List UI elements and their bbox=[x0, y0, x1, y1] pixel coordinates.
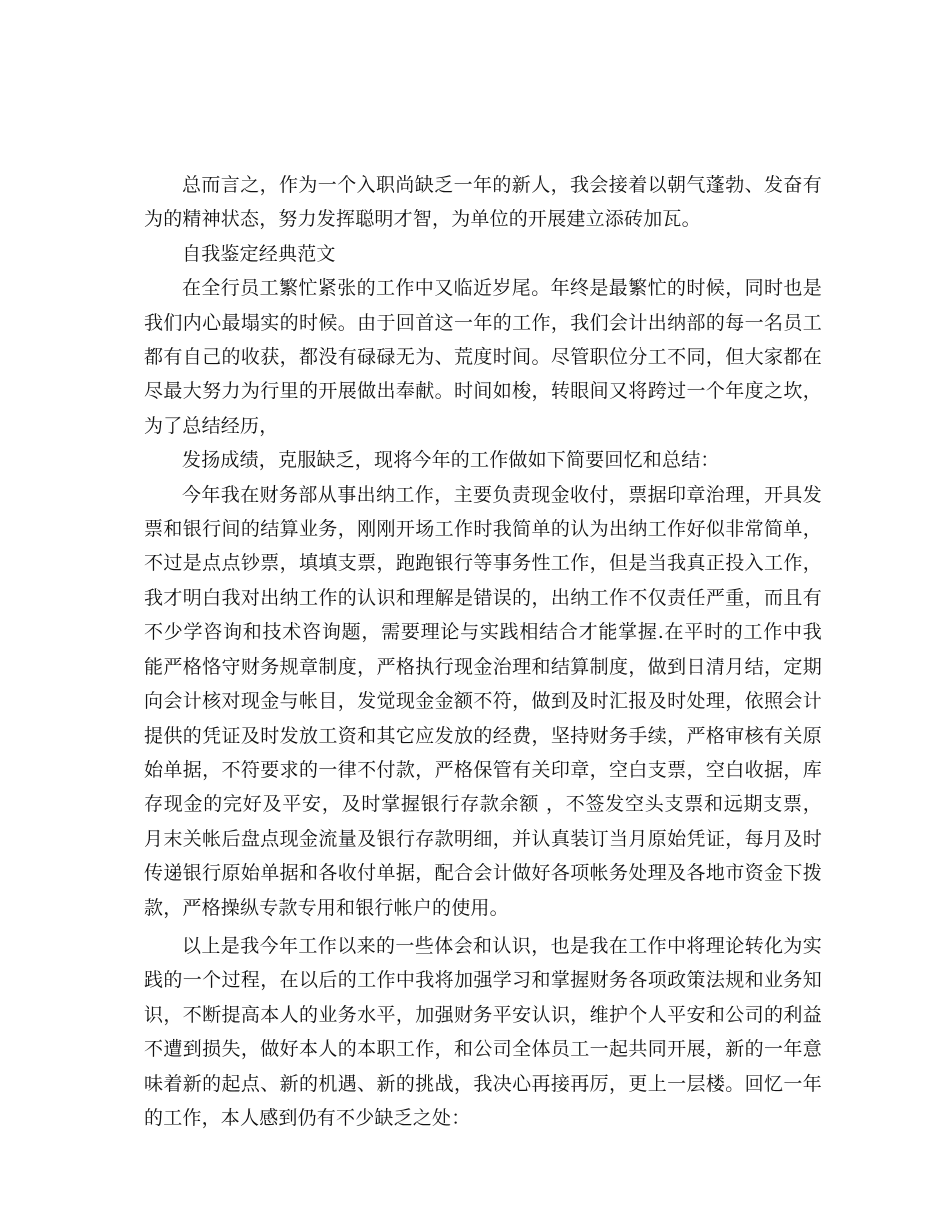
paragraph-intro-summary: 发扬成绩，克服缺乏，现将今年的工作做如下简要回忆和总结： bbox=[182, 449, 720, 472]
paragraph-cashier-work: 今年我在财务部从事出纳工作，主要负责现金收付，票据印章治理，开具发票和银行间的结算业务，刚刚开场工作时我简单的认为出纳工作好似非常简单，不过是点点钞票，填填支票，跑跑银行等事务性工作，但是当我真正投入工作，我才明白我对出纳工作的认识和理解是错误的，出纳工作不仅责任严重，而且有不少学咨询和技术咨询题，需要理论与实践相结合才能掌握.在平时的工作中我能严格恪守财务规章制度，严格执行现金治理和结算制度，做到日清月结，定期向会计核对现金与帐目，发觉现金金额不符，做到及时汇报及时处理，依照会计提供的凭证及时发放工资和其它应发放的经费，坚持财务手续，严格审核有关原始单据，不符要求的一律不付款，严格保管有关印章，空白支票，空白收据，库存现金的完好及平安，及时掌握银行存款余额 ，不签发空头支票和远期支票，月末关帐后盘点现金流量及银行存款明细，并认真装订当月原始凭证，每月及时传递银行原始单据和各收付单据，配合会计做好各项帐务处理及各地市资金下拨款，严格操纵专款专用和银行帐户的使用。 bbox=[144, 483, 822, 919]
section-heading: 自我鉴定经典范文 bbox=[182, 242, 336, 265]
paragraph-conclusion: 总而言之，作为一个入职尚缺乏一年的新人，我会接着以朝气蓬勃、发奋有为的精神状态，努力发挥聪明才智，为单位的开展建立添砖加瓦。 bbox=[144, 174, 822, 231]
paragraph-reflection: 以上是我今年工作以来的一些体会和认识，也是我在工作中将理论转化为实践的一个过程，在以后的工作中我将加强学习和掌握财务各项政策法规和业务知识，不断提高本人的业务水平，加强财务平安认识，维护个人平安和公司的利益不遭到损失，做好本人的本职工作，和公司全体员工一起共同开展，新的一年意味着新的起点、新的机遇、新的挑战，我决心再接再厉，更上一层楼。回忆一年的工作，本人感到仍有不少缺乏之处： bbox=[144, 934, 822, 1129]
paragraph-year-end: 在全行员工繁忙紧张的工作中又临近岁尾。年终是最繁忙的时候，同时也是我们内心最塌实的时候。由于回首这一年的工作，我们会计出纳部的每一名员工都有自己的收获，都没有碌碌无为、荒度时间。尽管职位分工不同，但大家都在尽最大努力为行里的开展做出奉献。时间如梭，转眼间又将跨过一个年度之坎，为了总结经历， bbox=[144, 277, 822, 437]
